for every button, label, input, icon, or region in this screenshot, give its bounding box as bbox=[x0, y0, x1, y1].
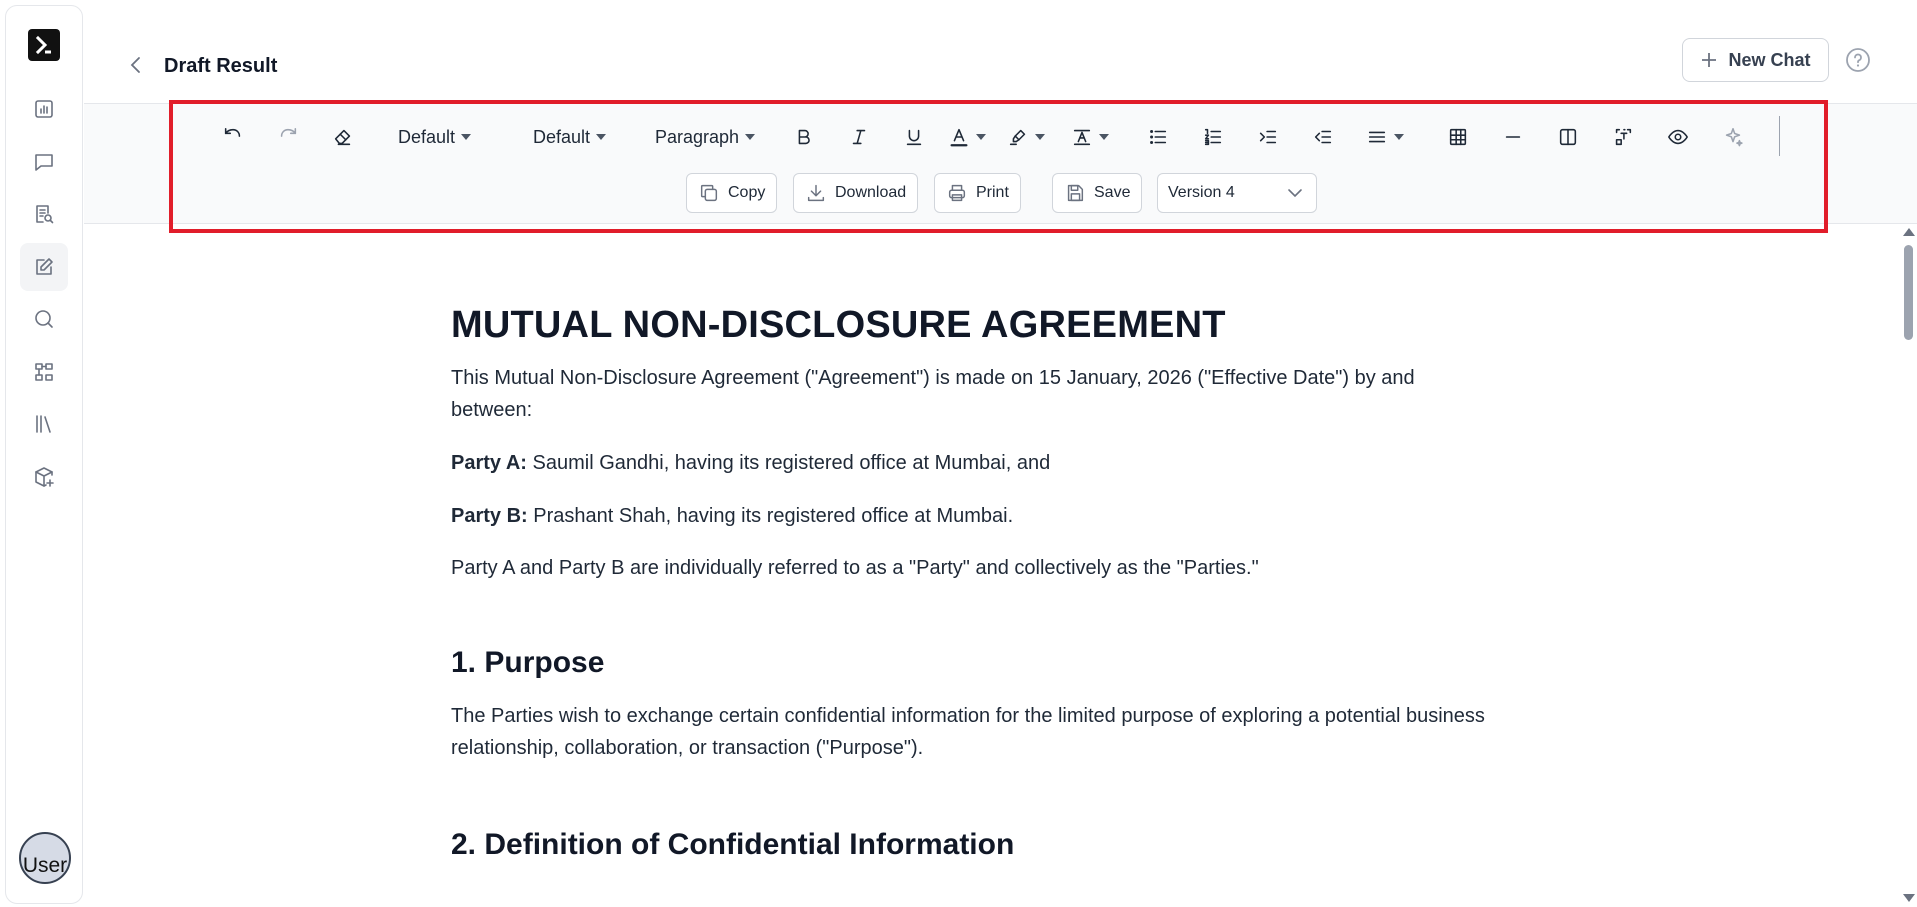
outdent-button[interactable] bbox=[1310, 120, 1336, 154]
print-button[interactable] bbox=[934, 173, 1021, 213]
block-type-value: Paragraph bbox=[655, 126, 740, 147]
indent-button[interactable] bbox=[1255, 120, 1281, 154]
sidebar-item-packages[interactable] bbox=[20, 453, 68, 501]
italic-button[interactable] bbox=[846, 120, 872, 154]
horizontal-rule-icon bbox=[1502, 126, 1524, 148]
new-chat-button[interactable] bbox=[1682, 38, 1829, 82]
avatar[interactable] bbox=[19, 832, 71, 884]
party-b-text: Prashant Shah, having its registered office at Mumbai. bbox=[527, 505, 1014, 527]
copy-button[interactable] bbox=[686, 173, 777, 213]
table-icon bbox=[1447, 126, 1469, 148]
parties-paragraph: Party A and Party B are individually referred to as a "Party" and collectively as the "Parties." bbox=[451, 557, 1259, 579]
section-1-heading: 1. Purpose bbox=[451, 646, 605, 679]
save-icon bbox=[1064, 182, 1086, 204]
horizontal-rule-button[interactable] bbox=[1500, 120, 1526, 154]
caret-down-icon bbox=[745, 134, 755, 140]
dashboard-chart-icon bbox=[32, 97, 56, 121]
section-1-paragraph: The Parties wish to exchange certain confidential information for the limited purpose of exploring a potential business relationship, collaboration, or transaction ("Purpose"). bbox=[451, 705, 1485, 759]
library-icon bbox=[32, 412, 56, 436]
text-format-icon bbox=[1071, 126, 1093, 148]
help-circle-icon bbox=[1845, 47, 1871, 73]
preview-button[interactable] bbox=[1665, 120, 1691, 154]
chat-bubble-icon bbox=[32, 150, 56, 174]
sparkle-icon bbox=[1722, 126, 1744, 148]
text-selection-icon bbox=[1612, 126, 1634, 148]
back-button[interactable] bbox=[125, 54, 147, 76]
help-button[interactable] bbox=[1845, 47, 1871, 73]
text-align-button[interactable] bbox=[1366, 120, 1404, 154]
copy-label: Copy bbox=[728, 184, 766, 201]
outdent-icon bbox=[1312, 126, 1334, 148]
underline-icon bbox=[903, 126, 925, 148]
caret-down-icon bbox=[976, 134, 986, 140]
ai-assist-button[interactable] bbox=[1720, 120, 1746, 154]
sidebar-item-chat[interactable] bbox=[20, 138, 68, 186]
text-color-icon bbox=[948, 126, 970, 148]
sidebar-item-document-review[interactable] bbox=[20, 190, 68, 238]
eraser-icon bbox=[332, 126, 354, 148]
app-logo[interactable] bbox=[28, 29, 60, 61]
printer-icon bbox=[946, 182, 968, 204]
caret-down-icon bbox=[1394, 134, 1404, 140]
eye-icon bbox=[1667, 126, 1689, 148]
columns-icon bbox=[1557, 126, 1579, 148]
terminal-prompt-icon bbox=[33, 34, 55, 56]
scroll-down-arrow-icon[interactable] bbox=[1903, 894, 1915, 902]
download-button[interactable] bbox=[793, 173, 918, 213]
intro-paragraph: This Mutual Non-Disclosure Agreement ("Agreement") is made on 15 January, 2026 ("Effective Date") by and between: bbox=[451, 367, 1415, 421]
italic-icon bbox=[848, 126, 870, 148]
party-a-text: Saumil Gandhi, having its registered office at Mumbai, and bbox=[526, 452, 1051, 474]
copy-icon bbox=[698, 182, 720, 204]
workflow-icon bbox=[32, 360, 56, 384]
version-select[interactable] bbox=[1157, 173, 1317, 213]
scroll-up-arrow-icon[interactable] bbox=[1903, 228, 1915, 236]
highlighter-icon bbox=[1007, 126, 1029, 148]
font-size-select[interactable] bbox=[533, 120, 606, 154]
sidebar-item-search[interactable] bbox=[20, 295, 68, 343]
party-a-label: Party A: bbox=[451, 452, 527, 474]
select-text-button[interactable] bbox=[1610, 120, 1636, 154]
caret-down-icon bbox=[1099, 134, 1109, 140]
bold-icon bbox=[793, 126, 815, 148]
caret-down-icon bbox=[461, 134, 471, 140]
package-add-icon bbox=[32, 465, 56, 489]
text-color-button[interactable] bbox=[948, 120, 986, 154]
bold-button[interactable] bbox=[791, 120, 817, 154]
sidebar-item-dashboard[interactable] bbox=[20, 85, 68, 133]
print-label: Print bbox=[976, 184, 1009, 201]
chevron-down-icon bbox=[1286, 184, 1304, 202]
sidebar-item-drafting[interactable] bbox=[20, 243, 68, 291]
avatar-alt-text: User bbox=[22, 854, 68, 877]
bullet-list-icon bbox=[1147, 126, 1169, 148]
version-value: Version 4 bbox=[1168, 184, 1235, 201]
sidebar-item-library[interactable] bbox=[20, 400, 68, 448]
document-title: MUTUAL NON-DISCLOSURE AGREEMENT bbox=[451, 304, 1226, 346]
sidebar bbox=[5, 5, 83, 904]
indent-icon bbox=[1257, 126, 1279, 148]
highlight-color-button[interactable] bbox=[1007, 120, 1045, 154]
page-title: Draft Result bbox=[164, 55, 278, 77]
party-a-paragraph bbox=[451, 447, 1501, 479]
text-style-button[interactable] bbox=[1071, 120, 1109, 154]
insert-table-button[interactable] bbox=[1445, 120, 1471, 154]
columns-button[interactable] bbox=[1555, 120, 1581, 154]
chevron-left-icon bbox=[125, 54, 147, 76]
download-icon bbox=[805, 182, 827, 204]
numbered-list-button[interactable] bbox=[1200, 120, 1226, 154]
undo-button[interactable] bbox=[220, 120, 246, 154]
document-search-icon bbox=[32, 202, 56, 226]
caret-down-icon bbox=[1035, 134, 1045, 140]
clear-formatting-button[interactable] bbox=[330, 120, 356, 154]
underline-button[interactable] bbox=[901, 120, 927, 154]
caret-down-icon bbox=[596, 134, 606, 140]
align-justify-icon bbox=[1366, 126, 1388, 148]
document-body[interactable] bbox=[451, 300, 1501, 862]
edit-pencil-icon bbox=[32, 255, 56, 279]
font-family-select[interactable] bbox=[398, 120, 471, 154]
party-b-paragraph bbox=[451, 500, 1501, 532]
redo-icon bbox=[277, 126, 299, 148]
section-2-heading: 2. Definition of Confidential Information bbox=[451, 828, 1015, 861]
save-label: Save bbox=[1094, 184, 1131, 201]
toolbar-divider bbox=[1779, 116, 1780, 156]
undo-icon bbox=[222, 126, 244, 148]
block-type-select[interactable] bbox=[655, 120, 755, 154]
font-family-value: Default bbox=[398, 126, 456, 147]
scrollbar-thumb[interactable] bbox=[1904, 245, 1913, 340]
redo-button[interactable] bbox=[275, 120, 301, 154]
sidebar-item-workflow[interactable] bbox=[20, 348, 68, 396]
search-icon bbox=[32, 307, 56, 331]
new-chat-label: New Chat bbox=[1728, 49, 1811, 70]
font-size-value: Default bbox=[533, 126, 591, 147]
party-b-label: Party B: bbox=[451, 505, 528, 527]
bullet-list-button[interactable] bbox=[1145, 120, 1171, 154]
plus-icon bbox=[1700, 51, 1718, 69]
download-label: Download bbox=[835, 184, 907, 201]
numbered-list-icon bbox=[1202, 126, 1224, 148]
save-button[interactable] bbox=[1052, 173, 1142, 213]
